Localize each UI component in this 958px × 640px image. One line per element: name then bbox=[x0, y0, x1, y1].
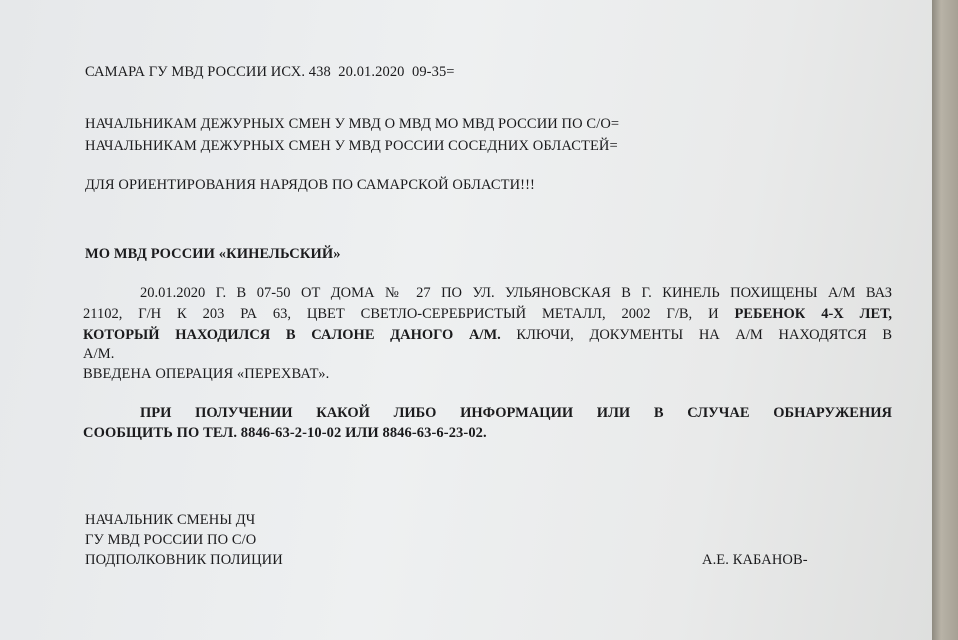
addressee-line-2: НАЧАЛЬНИКАМ ДЕЖУРНЫХ СМЕН У МВД РОССИИ СОСЕДНИХ ОБЛАСТЕЙ= bbox=[85, 138, 618, 154]
signature-position-1: НАЧАЛЬНИК СМЕНЫ ДЧ bbox=[85, 512, 256, 528]
body-line-5: ВВЕДЕНА ОПЕРАЦИЯ «ПЕРЕХВАТ». bbox=[83, 366, 330, 382]
addressee-line-1: НАЧАЛЬНИКАМ ДЕЖУРНЫХ СМЕН У МВД О МВД МО МВД РОССИИ ПО С/О= bbox=[85, 116, 620, 132]
body-line-3: КОТОРЫЙ НАХОДИЛСЯ В САЛОНЕ ДАНОГО А/М. КЛЮЧИ, ДОКУМЕНТЫ НА А/М НАХОДЯТСЯ В bbox=[83, 327, 892, 343]
signature-position-3: ПОДПОЛКОВНИК ПОЛИЦИИ bbox=[85, 552, 283, 568]
notice-line-1: ПРИ ПОЛУЧЕНИИ КАКОЙ ЛИБО ИНФОРМАЦИИ ИЛИ В СЛУЧАЕ ОБНАРУЖЕНИЯ bbox=[140, 405, 892, 421]
body-line-2: 21102, Г/Н К 203 РА 63, ЦВЕТ СВЕТЛО-СЕРЕБРИСТЫЙ МЕТАЛЛ, 2002 Г/В, И РЕБЕНОК 4-Х ЛЕТ, bbox=[83, 306, 892, 322]
background-surface bbox=[932, 0, 958, 640]
notice-line-2: СООБЩИТЬ ПО ТЕЛ. 8846-63-2-10-02 ИЛИ 8846-63-6-23-02. bbox=[83, 425, 487, 441]
signatory-name: А.Е. КАБАНОВ- bbox=[702, 552, 808, 568]
body-line-4: А/М. bbox=[83, 346, 115, 362]
purpose-line: ДЛЯ ОРИЕНТИРОВАНИЯ НАРЯДОВ ПО САМАРСКОЙ ОБЛАСТИ!!! bbox=[85, 177, 535, 193]
document-header: САМАРА ГУ МВД РОССИИ ИСХ. 438 20.01.2020 09-35= bbox=[85, 64, 455, 80]
body-line-1: 20.01.2020 Г. В 07-50 ОТ ДОМА № 27 ПО УЛ. УЛЬЯНОВСКАЯ В Г. КИНЕЛЬ ПОХИЩЕНЫ А/М ВАЗ bbox=[140, 285, 892, 301]
signature-position-2: ГУ МВД РОССИИ ПО С/О bbox=[85, 532, 257, 548]
child-highlight: РЕБЕНОК 4-Х ЛЕТ, bbox=[734, 306, 892, 322]
child-location-highlight: КОТОРЫЙ НАХОДИЛСЯ В САЛОНЕ ДАНОГО А/М. bbox=[83, 327, 501, 343]
unit-name: МО МВД РОССИИ «КИНЕЛЬСКИЙ» bbox=[85, 246, 341, 262]
